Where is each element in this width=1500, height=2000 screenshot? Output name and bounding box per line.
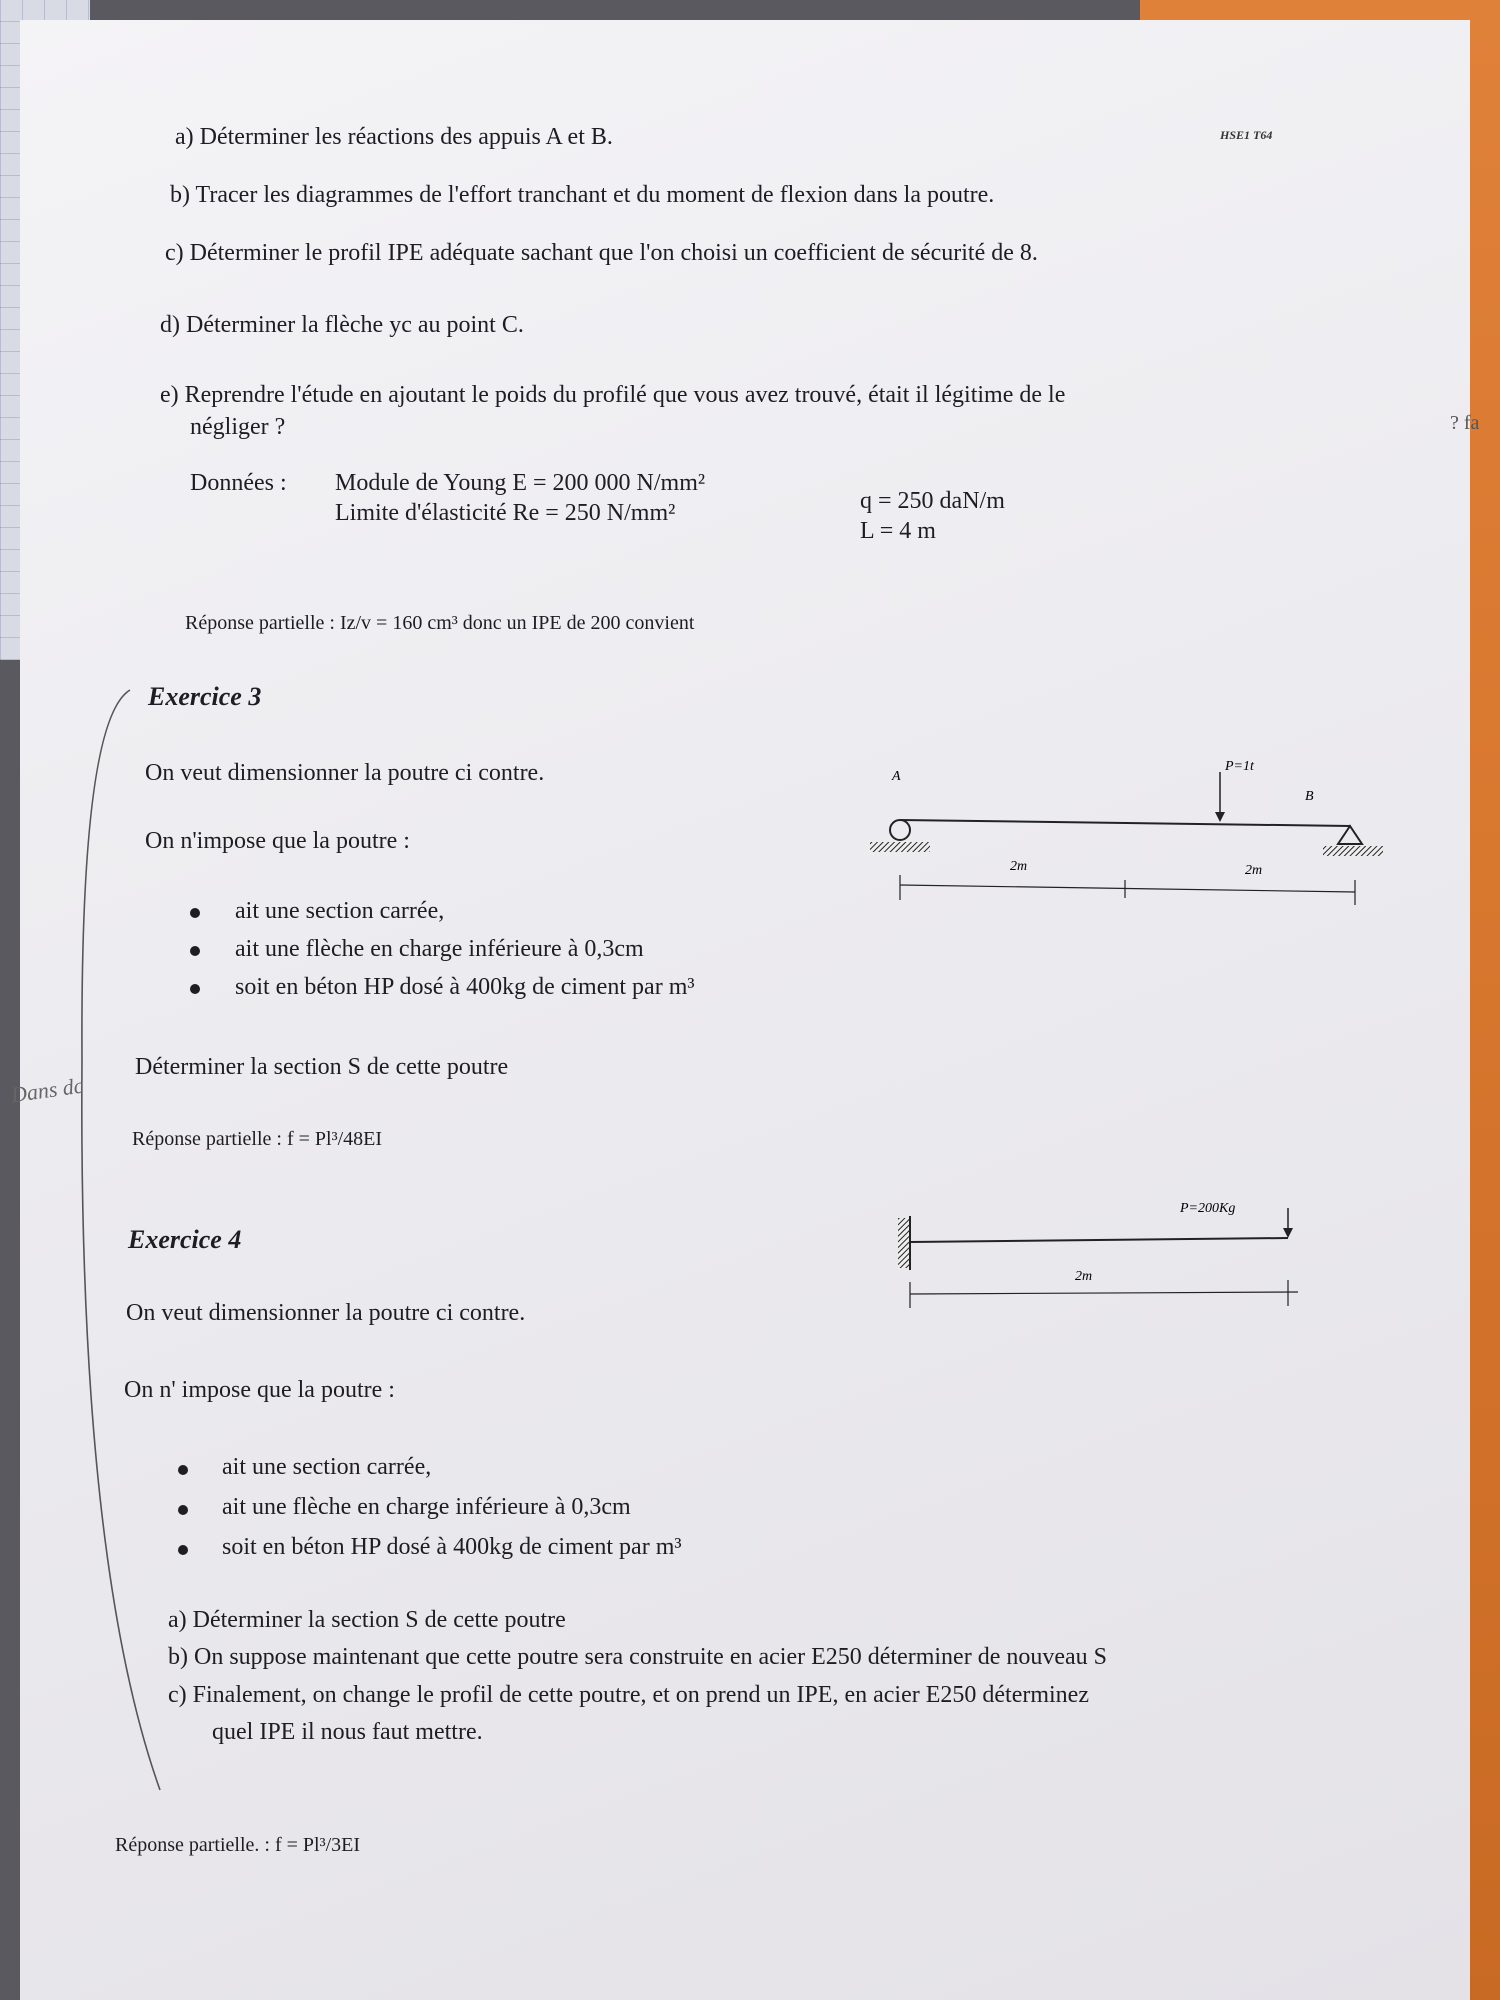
cantilever-beam-line — [910, 1238, 1288, 1242]
ex4-task-c-cont: quel IPE il nous faut mettre. — [212, 1719, 483, 1745]
bracket-stroke — [82, 690, 160, 1790]
exercice-4-title: Exercice 4 — [128, 1225, 242, 1254]
dimension-2-label: 2m — [1245, 863, 1263, 878]
load-arrowhead — [1215, 812, 1225, 822]
question-a: a) Déterminer les réactions des appuis A et B. — [175, 124, 613, 150]
donnees-elasticite: Limite d'élasticité Re = 250 N/mm² — [335, 500, 676, 526]
ex3-impose: On n'impose que la poutre : — [145, 828, 410, 854]
handwritten-margin-bracket — [9, 660, 220, 1820]
dimension-1-label: 2m — [1010, 859, 1028, 874]
question-d: d) Déterminer la flèche yc au point C. — [160, 312, 524, 338]
ex3-intro: On veut dimensionner la poutre ci contre. — [145, 760, 545, 786]
ex3-bullet-3: soit en béton HP dosé à 400kg de ciment par m³ — [235, 974, 695, 1000]
ground-hatch-b — [1323, 846, 1383, 856]
ex3-reponse: Réponse partielle : f = Pl³/48EI — [132, 1128, 382, 1150]
dimension-label: 2m — [1075, 1269, 1093, 1284]
load-p-label: P=200Kg — [1180, 1201, 1236, 1216]
question-e: e) Reprendre l'étude en ajoutant le poids du profilé que vous avez trouvé, était il légitime de le — [160, 382, 1066, 408]
ground-hatch-a — [870, 842, 930, 852]
ex4-task-a: a) Déterminer la section S de cette poutre — [168, 1607, 566, 1633]
question-e-cont: négliger ? — [190, 414, 286, 440]
ex4-task-c: c) Finalement, on change le profil de cette poutre, et on prend un IPE, en acier E250 déterminez — [168, 1682, 1089, 1708]
ex3-bullet-1: ait une section carrée, — [235, 898, 445, 924]
ex4-impose: On n' impose que la poutre : — [124, 1377, 395, 1403]
document-page — [9, 20, 1480, 2000]
roller-support-a — [890, 820, 910, 840]
dimension-line — [910, 1292, 1298, 1294]
question-c: c) Déterminer le profil IPE adéquate sachant que l'on choisi un coefficient de sécurité de 8. — [165, 240, 1038, 266]
margin-note: Dans dc — [9, 1072, 85, 1108]
wall-hatch — [898, 1218, 910, 1268]
load-arrowhead — [1283, 1228, 1293, 1238]
ex4-bullet-1: ait une section carrée, — [222, 1454, 432, 1480]
ex3-beam-figure — [860, 740, 1420, 930]
reponse-partielle-ex2: Réponse partielle : Iz/v = 160 cm³ donc un IPE de 200 convient — [185, 612, 695, 634]
ex4-bullet-3: soit en béton HP dosé à 400kg de ciment par m³ — [222, 1534, 682, 1560]
pin-support-b — [1338, 826, 1362, 844]
donnees-young: Module de Young E = 200 000 N/mm² — [335, 470, 706, 496]
beam-line — [900, 820, 1350, 826]
ex4-cantilever-figure — [870, 1190, 1430, 1340]
support-a-label: A — [892, 769, 901, 784]
dimension-line — [900, 885, 1355, 892]
question-b: b) Tracer les diagrammes de l'effort tranchant et du moment de flexion dans la poutre. — [170, 182, 995, 208]
ex4-reponse: Réponse partielle. : f = Pl³/3EI — [115, 1834, 360, 1856]
ex3-task: Déterminer la section S de cette poutre — [135, 1054, 509, 1080]
ex3-bullet-2: ait une flèche en charge inférieure à 0,3cm — [235, 936, 644, 962]
header-code: HSE1 T64 — [1220, 128, 1273, 142]
donnees-q: q = 250 daN/m — [860, 488, 1005, 514]
ex4-bullet-2: ait une flèche en charge inférieure à 0,3cm — [222, 1494, 631, 1520]
ex4-task-b: b) On suppose maintenant que cette poutre sera construite en acier E250 déterminer de nouveau S — [168, 1644, 1107, 1670]
exercice-3-title: Exercice 3 — [148, 682, 262, 711]
support-b-label: B — [1305, 789, 1314, 804]
ex4-intro: On veut dimensionner la poutre ci contre. — [126, 1300, 526, 1326]
donnees-L: L = 4 m — [860, 518, 936, 544]
donnees-label: Données : — [190, 470, 287, 496]
edge-note: ? fa — [1450, 412, 1480, 434]
load-p-label: P=1t — [1225, 759, 1254, 774]
